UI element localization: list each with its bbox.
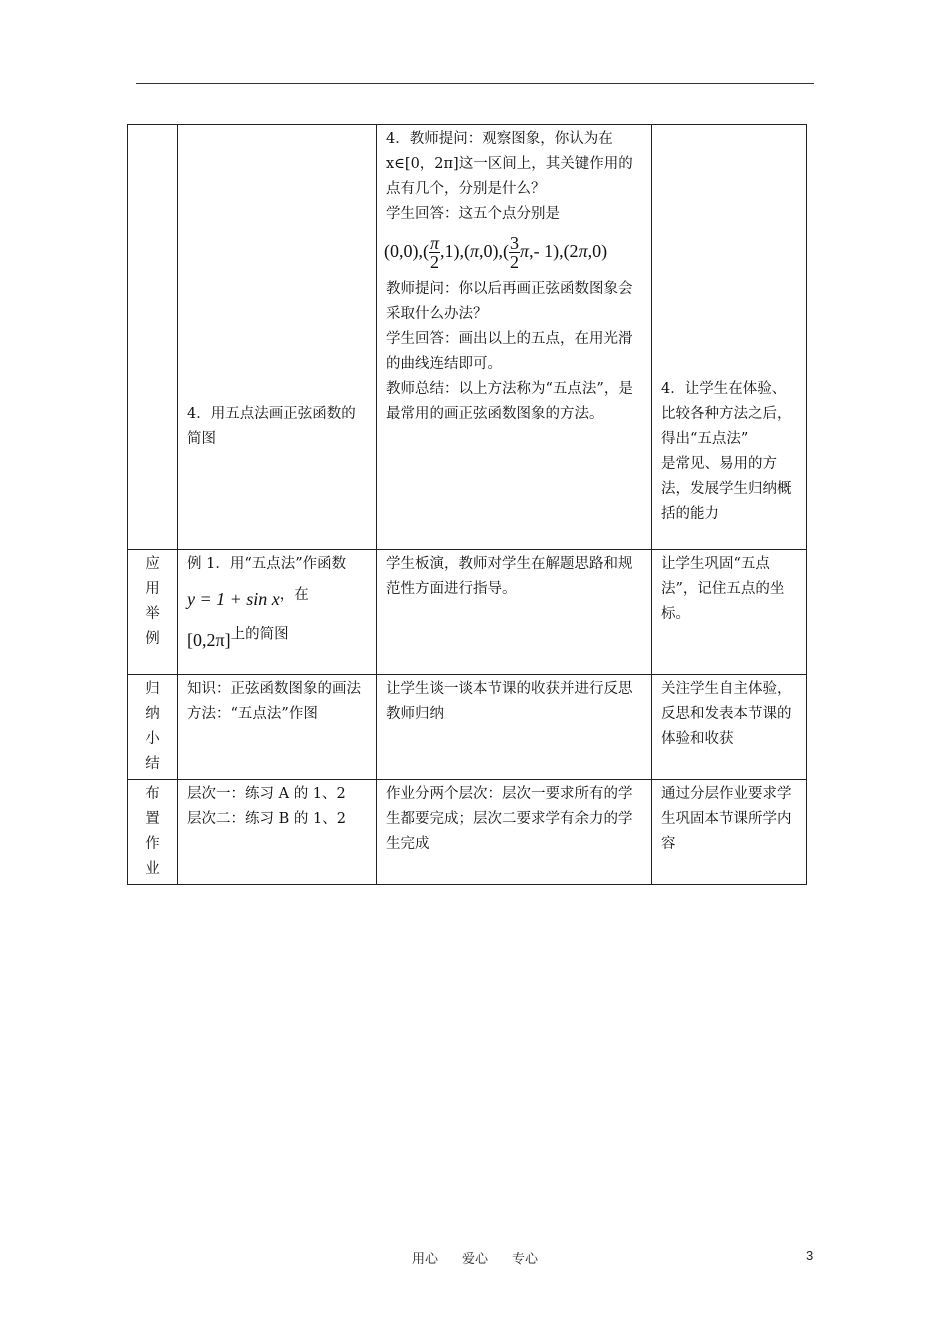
activity-answer-2: 学生回答：画出以上的五点，在用光滑的曲线连结即可。 xyxy=(386,331,633,373)
interval-formula: [0,2π] xyxy=(187,630,231,650)
section-label-homework: 布 置 作 业 xyxy=(128,780,178,885)
activity-text: 学生板演，教师对学生在解题思路和规范性方面进行指导。 xyxy=(386,556,633,597)
activity-cell xyxy=(377,125,652,550)
table-row xyxy=(128,550,807,675)
activity-question-2: 教师提问：你以后再画正弦函数图象会采取什么办法？ xyxy=(386,281,633,323)
section-label-summary: 归 纳 小 结 xyxy=(128,675,178,780)
section-cell xyxy=(128,125,178,550)
activity-cell xyxy=(377,550,652,675)
section-label-application: 应 用 举 例 xyxy=(128,550,178,675)
table-row xyxy=(128,125,807,550)
activity-cell: 让学生谈一谈本节课的收获并进行反思 教师归纳 xyxy=(377,675,652,780)
content-cell xyxy=(178,125,377,550)
intent-cell: 通过分层作业要求学生巩固本节课所学内容 xyxy=(652,780,807,885)
intent-cell xyxy=(652,550,807,675)
lesson-plan-table xyxy=(127,124,807,885)
table-row xyxy=(128,675,807,780)
activity-answer-1: 学生回答：这五个点分别是 xyxy=(386,206,560,222)
table-row xyxy=(128,780,807,885)
header-rule xyxy=(136,83,814,84)
content-cell: 例 1．用“五点法”作函数 y = 1 + sin x，在 [0,2π]上的简图 xyxy=(178,550,377,675)
intent-cell: 关注学生自主体验，反思和发表本节课的体验和收获 xyxy=(652,675,807,780)
content-cell: 知识：正弦函数图象的画法 方法：“五点法”作图 xyxy=(178,675,377,780)
content-cell: 层次一：练习 A 的 1、2 层次二：练习 B 的 1、2 xyxy=(178,780,377,885)
activity-summary: 教师总结：以上方法称为“五点法”，是最常用的画正弦函数图象的方法。 xyxy=(386,381,633,423)
example-text: 例 1．用“五点法”作函数 xyxy=(187,556,347,572)
page-number: 3 xyxy=(806,1248,814,1263)
content-text: 4．用五点法画正弦函数的简图 xyxy=(187,406,356,447)
activity-cell: 作业分两个层次：层次一要求所有的学生都要完成；层次二要求学有余力的学生完成 xyxy=(377,780,652,885)
function-formula: y = 1 + sin x xyxy=(187,589,280,609)
footer-motto: 用心 爱心 专心 xyxy=(411,1252,539,1267)
intent-text: 4．让学生在体验、比较各种方法之后，得出“五点法” xyxy=(661,381,792,447)
five-points-formula: (0,0),( $\frac{\pi}{2}$ ,1),(π,0),( $\frac{3}{2}$ π,- 1),(2π,0) xyxy=(384,233,608,273)
intent-text: 让学生巩固“五点法”，记住五点的坐标。 xyxy=(661,556,785,622)
activity-question-1: 4．教师提问：观察图象，你认为在x∈[0，2π]这一区间上，其关键作用的点有几个，分别是什么？ xyxy=(386,131,633,197)
intent-text-2: 是常见、易用的方法，发展学生归纳概括的能力 xyxy=(661,456,792,522)
intent-cell xyxy=(652,125,807,550)
